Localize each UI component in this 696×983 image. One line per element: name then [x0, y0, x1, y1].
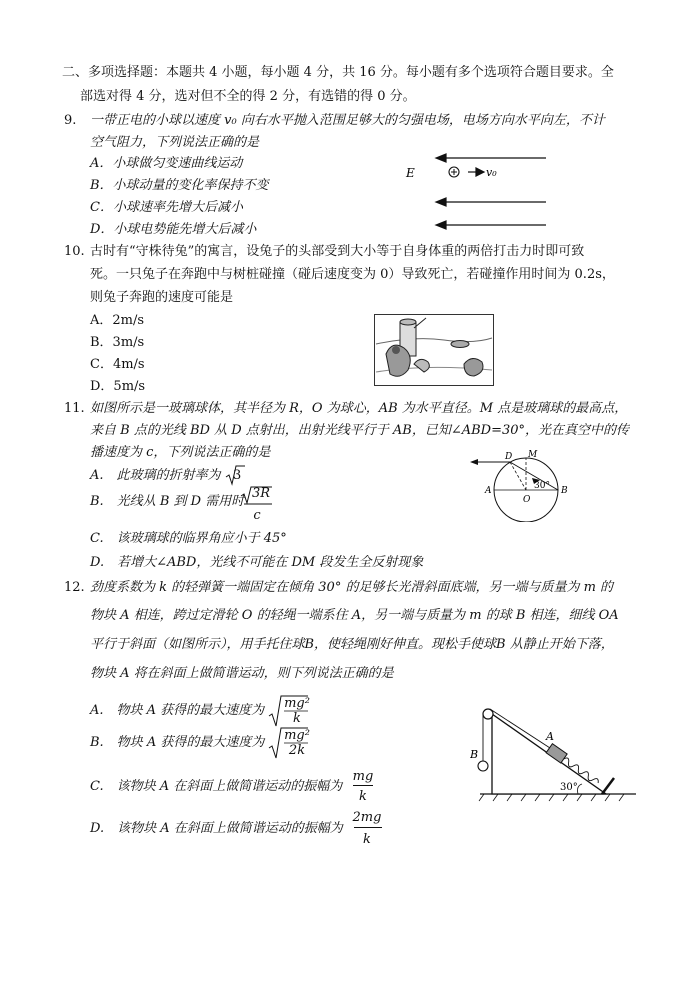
section-header-line1: 二、多项选择题：本题共 4 小题，每小题 4 分，共 16 分。每小题有多个选项符合题目要求。全: [62, 65, 614, 80]
point-a-label: A: [485, 486, 492, 496]
q11-number: 11.: [64, 401, 85, 416]
q10-stem-line3: 则兔子奔跑的速度可能是: [90, 290, 234, 305]
q9-option-c: C．小球速率先增大后减小: [90, 200, 243, 215]
q9-option-b: B．小球动量的变化率保持不变: [90, 178, 269, 193]
point-d-label: D: [505, 452, 513, 462]
q11-option-d: D. 若增大∠ABD，光线不可能在 DM 段发生全反射现象: [90, 555, 424, 570]
angle-label: 30°: [534, 481, 550, 491]
ball-b-icon: [478, 761, 488, 771]
q12-option-b-denominator: 2k: [288, 743, 306, 758]
q9-stem-line2: 空气阻力，下列说法正确的是: [90, 135, 260, 150]
q12-option-b: B. 物块 A 获得的最大速度为: [90, 735, 265, 750]
point-m-label: M: [528, 450, 538, 460]
q12-option-c-denominator: k: [359, 789, 367, 804]
q12-stem-line3: 平行于斜面（如图所示），用手托住球B，使轻绳刚好伸直。现松手使球B 从静止开始下落，: [90, 637, 614, 652]
q12-option-d-numerator: 2mg: [352, 810, 382, 825]
q9-option-a: A．小球做匀变速曲线运动: [90, 156, 243, 171]
q12-stem-line4: 物块 A 将在斜面上做简谐运动，则下列说法正确的是: [90, 666, 394, 681]
block-a-label: A: [546, 730, 554, 743]
q11-option-c: C. 该玻璃球的临界角应小于 45°: [90, 531, 287, 546]
q12-option-c: C. 该物块 A 在斜面上做简谐运动的振幅为: [90, 779, 343, 794]
q9-stem-line1: 一带正电的小球以速度 v₀ 向右水平抛入范围足够大的匀强电场，电场方向水平向左，不计: [90, 113, 605, 128]
q11-option-b: B. 光线从 B 到 D 需用时: [90, 494, 245, 509]
fraction-bar: [354, 827, 382, 828]
q9-option-d: D．小球电势能先增大后减小: [90, 222, 257, 237]
q11-option-a-value: 3: [233, 468, 242, 483]
fraction-bar: [353, 785, 373, 786]
q10-option-c: C．4m/s: [90, 357, 145, 372]
ball-b-label: B: [470, 748, 479, 761]
q12-option-b-numerator: mg²: [284, 728, 310, 743]
q10-stem-line1: 古时有“守株待兔”的寓言，设兔子的头部受到大小等于自身体重的两倍打击力时即可致: [90, 244, 585, 259]
rabbit-tree-stump-illustration: [374, 314, 494, 386]
q12-number: 12.: [64, 580, 85, 595]
q12-stem-line1: 劲度系数为 k 的轻弹簧一端固定在倾角 30° 的足够长光滑斜面底端，另一端与质量为 m 的: [90, 580, 614, 595]
glass-sphere-figure: [466, 450, 586, 522]
q10-stem-line2: 死。一只兔子在奔跑中与树桩碰撞（碰后速度变为 0）导致死亡，若碰撞作用时间为 0.2s，: [90, 267, 615, 282]
q9-number: 9.: [64, 113, 77, 128]
q11-option-b-numerator: 3R: [251, 486, 271, 501]
point-o-label: O: [523, 495, 531, 505]
field-e-label: E: [406, 166, 415, 180]
q11-stem-line3: 播速度为 c，下列说法正确的是: [90, 445, 271, 460]
velocity-label: v₀: [486, 166, 497, 179]
q10-number: 10.: [64, 244, 85, 259]
q12-stem-line2: 物块 A 相连，跨过定滑轮 O 的轻绳一端系住 A，另一端与质量为 m 的球 B 相连，细线 OA: [90, 608, 619, 623]
q12-option-a-numerator: mg²: [284, 696, 310, 711]
q12-option-d: D. 该物块 A 在斜面上做简谐运动的振幅为: [90, 821, 343, 836]
q12-option-d-denominator: k: [363, 832, 371, 847]
q10-option-b: B．3m/s: [90, 335, 145, 350]
q11-stem-line1: 如图所示是一玻璃球体，其半径为 R，O 为球心，AB 为水平直径。M 点是玻璃球的最高点，: [90, 401, 628, 416]
q9-field-figure: [400, 148, 550, 230]
q12-option-a: A. 物块 A 获得的最大速度为: [90, 703, 265, 718]
incline-spring-figure: [470, 700, 638, 804]
point-b-label: B: [561, 486, 568, 496]
q12-option-a-denominator: k: [293, 711, 301, 726]
q11-stem-line2: 来自 B 点的光线 BD 从 D 点射出，出射光线平行于 AB，已知∠ABD=30°，光在真空中的传: [90, 423, 630, 438]
incline-angle-label: 30°: [560, 782, 578, 793]
q10-option-a: A．2m/s: [90, 313, 145, 328]
q10-option-d: D．5m/s: [90, 379, 146, 394]
q11-option-a: A. 此玻璃的折射率为: [90, 468, 221, 483]
q11-option-b-denominator: c: [253, 508, 261, 523]
section-header-line2: 部选对得 4 分，选对但不全的得 2 分，有选错的得 0 分。: [80, 89, 416, 104]
q12-option-c-numerator: mg: [352, 769, 374, 784]
